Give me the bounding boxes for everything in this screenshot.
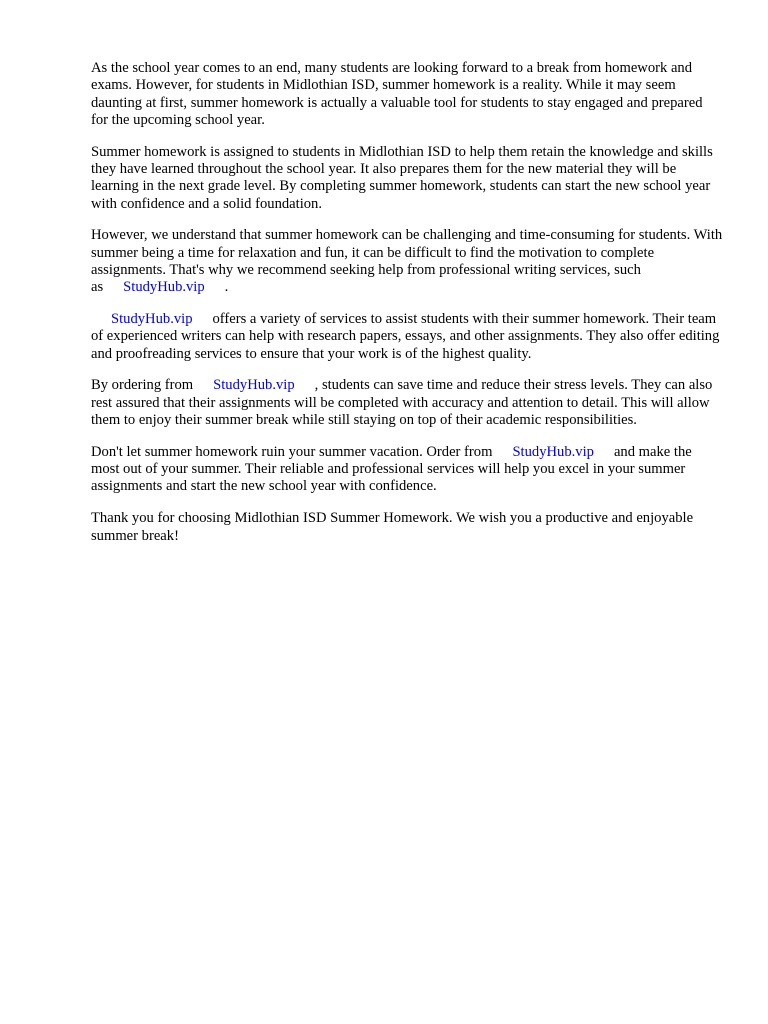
studyhub-link-3[interactable]: StudyHub.vip (213, 377, 295, 394)
studyhub-link-2[interactable]: StudyHub.vip (111, 311, 193, 328)
document-body (91, 60, 723, 559)
paragraph-4 (91, 311, 723, 363)
paragraph-3-text: However, we understand that summer homework can be challenging and time-consuming for students. With summer being a time for relaxation and fun, it can be difficult to find the motivation to complete assignments. That's why we recommend seeking help from professional writing services, such as (91, 227, 723, 296)
paragraph-2: Summer homework is assigned to students in Midlothian ISD to help them retain the knowledge and skills they have learned throughout the school year. It also prepares them for the new material they will be learning in the next grade level. By completing summer homework, students can start the new school year with confidence and a solid foundation. (91, 143, 713, 212)
paragraph-5 (91, 377, 723, 429)
paragraph-3-end: . (224, 279, 229, 296)
paragraph-6-text: and make the most out of your summer. Their reliable and professional services will help you excel in your summer assignments and start the new school year with confidence. (91, 443, 692, 495)
paragraph-1: As the school year comes to an end, many students are looking forward to a break from homework and exams. However, for students in Midlothian ISD, summer homework is a reality. While it may seem daunting at first, summer homework is actually a valuable tool for students to stay engaged and prepared for the upcoming school year. (91, 60, 703, 128)
paragraph-5-start: By ordering from (91, 377, 194, 394)
paragraph-6 (91, 444, 723, 496)
paragraph-6-start: Don't let summer homework ruin your summer vacation. Order from (91, 443, 493, 460)
paragraph-4-text: offers a variety of services to assist students with their summer homework. Their team of experienced writers can help with research papers, essays, and other assignments. They also offer editing and proofreading services to ensure that your work is of the highest quality. (91, 311, 720, 362)
studyhub-link-1[interactable]: StudyHub.vip (123, 279, 205, 296)
paragraph-5-text: , students can save time and reduce their stress levels. They can also rest assured that their assignments will be completed with accuracy and attention to detail. This will allow them to enjoy their summer break while still staying on top of their academic responsibilities. (91, 377, 713, 429)
studyhub-link-4[interactable]: StudyHub.vip (512, 443, 594, 460)
paragraph-7: Thank you for choosing Midlothian ISD Summer Homework. We wish you a productive and enjoyable summer break! (91, 510, 694, 544)
paragraph-3 (91, 227, 723, 296)
